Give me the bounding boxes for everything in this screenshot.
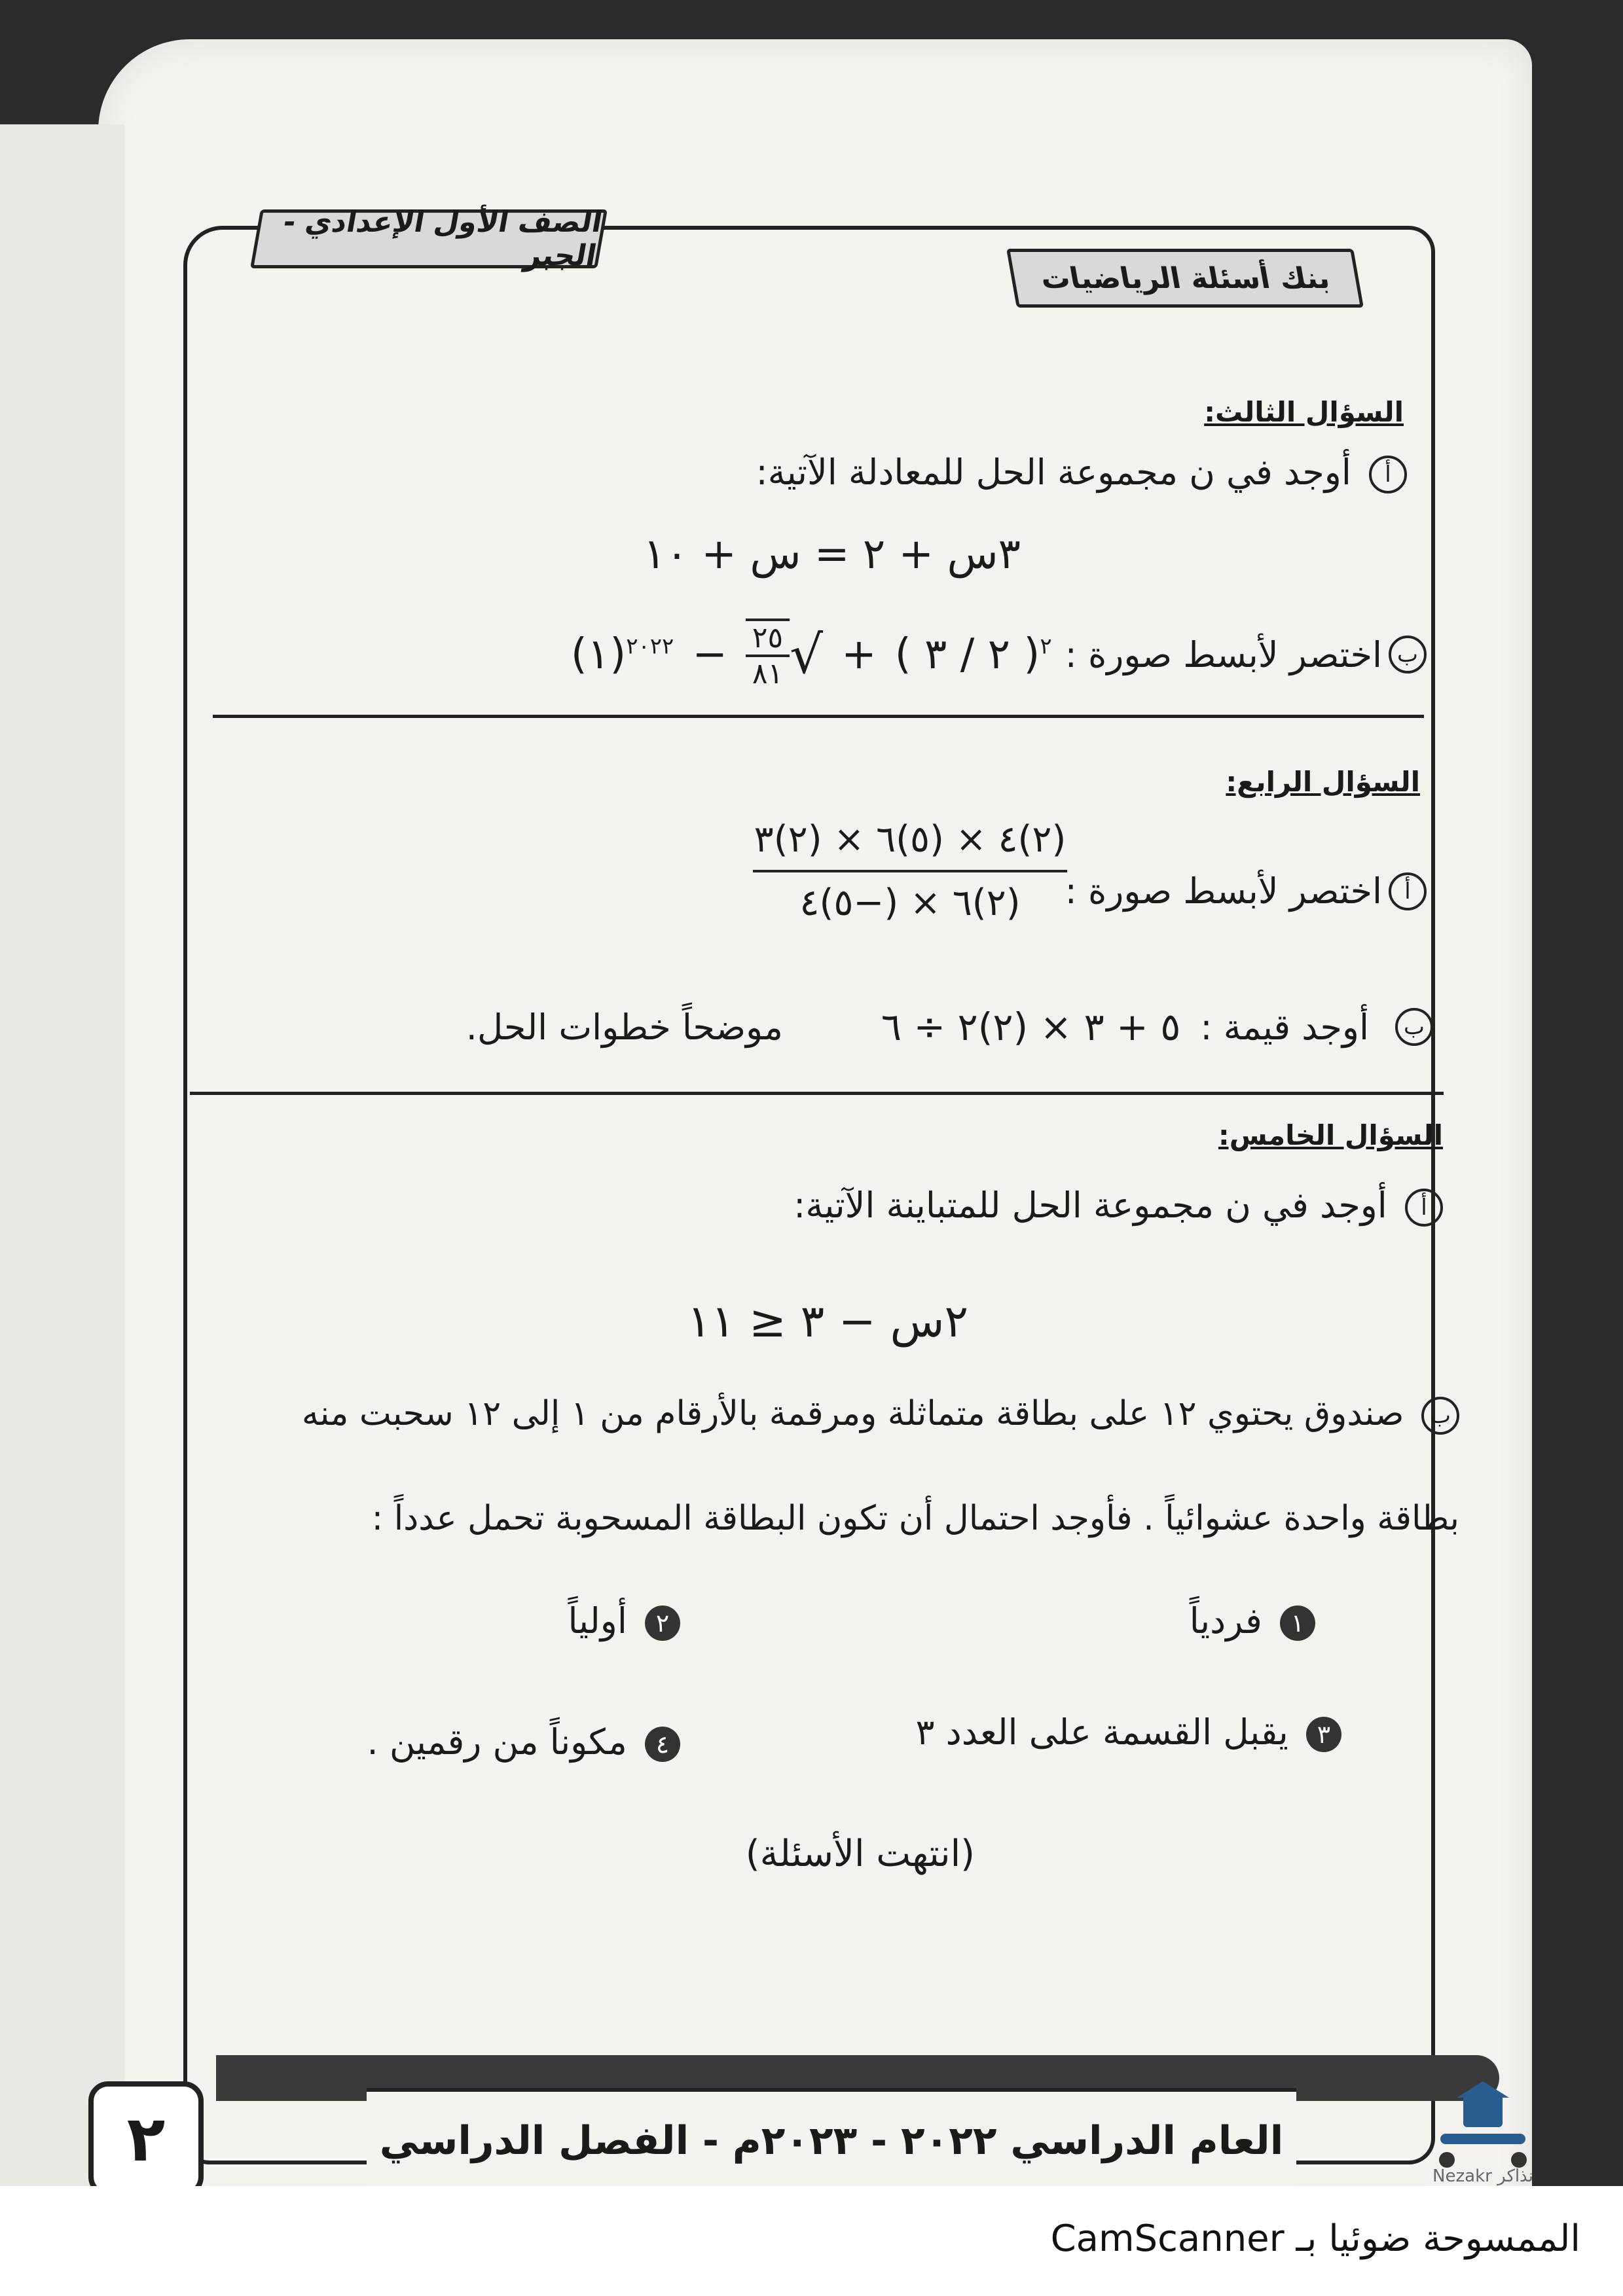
q3-heading: السؤال الثالث:	[1204, 396, 1404, 428]
divider-1	[213, 715, 1424, 718]
q5-option-3-badge: ٣	[1306, 1717, 1341, 1752]
q3-b-text: اختصر لأبسط صورة :	[1065, 634, 1382, 675]
q5-option-4-text: مكوناً من رقمين .	[367, 1721, 627, 1763]
q4-a-badge: أ	[1389, 872, 1427, 910]
q3-b-last-power: ٢٠٢٢	[626, 633, 674, 660]
q3-b-plus: +	[841, 630, 877, 679]
q3-b-badge: ب	[1389, 636, 1427, 673]
q3-b-first-term	[895, 630, 1052, 679]
q3-b-sqrt-den: ٨١	[752, 657, 784, 691]
nezakr-logo	[1427, 2081, 1539, 2186]
q3-b-sqrt-num: ٢٥	[746, 621, 790, 657]
q5-b-badge: ب	[1421, 1397, 1459, 1435]
q5-option-2	[568, 1600, 680, 1641]
footer-school-year: العام الدراسي ٢٠٢٢ - ٢٠٢٣م - الفصل الدراسي	[367, 2088, 1296, 2190]
q5-option-1	[1190, 1600, 1315, 1641]
q3-b-sqrt-fraction	[746, 619, 790, 691]
divider-2	[190, 1092, 1444, 1095]
q4-a-line	[1052, 870, 1427, 912]
header-bank-text: بنك أسئلة الرياضيات	[1038, 261, 1332, 295]
left-page-edge	[0, 124, 124, 2219]
q5-option-1-text: فردياً	[1189, 1600, 1262, 1641]
header-tab-bank	[1006, 249, 1364, 308]
q3-a-equation: ٣س + ٢ = س + ١٠	[643, 530, 1021, 579]
q5-option-1-badge: ١	[1280, 1605, 1315, 1641]
q3-b-minus: −	[692, 630, 727, 679]
q5-a-line	[793, 1185, 1443, 1227]
q4-b-line	[466, 1005, 1433, 1049]
q5-option-2-text: أولياً	[568, 1600, 627, 1641]
q3-b-last-term	[571, 630, 674, 679]
q3-a-text: أوجد في ن مجموعة الحل للمعادلة الآتية:	[756, 452, 1351, 493]
q4-a-text: اختصر لأبسط صورة :	[1065, 870, 1382, 912]
q5-b-line1-text: صندوق يحتوي ١٢ على بطاقة متماثلة ومرقمة بالأرقام من ١ إلى ١٢ سحبت منه	[301, 1394, 1404, 1433]
q5-a-text: أوجد في ن مجموعة الحل للمتباينة الآتية:	[793, 1185, 1387, 1226]
q3-b-last-base: (١)	[570, 630, 627, 679]
q5-option-2-badge: ٢	[645, 1605, 680, 1641]
sqrt-icon: √	[790, 624, 824, 685]
q5-heading: السؤال الخامس:	[1218, 1119, 1443, 1151]
end-of-questions: (انتهت الأسئلة)	[745, 1833, 975, 1875]
camscanner-label: الممسوحة ضوئيا بـ CamScanner	[1050, 2217, 1580, 2260]
q3-a-badge: أ	[1369, 456, 1407, 493]
header-grade-text: الصف الأول الإعدادي - الجبر	[280, 206, 605, 272]
logo-text: Nezakr نذاكر	[1432, 2166, 1533, 2186]
q3-b-first-base: ( ٢ / ٣ )	[894, 630, 1040, 679]
q3-b-expression	[571, 619, 1052, 691]
q5-option-3-text: يقبل القسمة على العدد ٣	[915, 1712, 1288, 1753]
q3-a-line	[756, 452, 1408, 493]
q5-a-inequality: ٢س − ٣ ≤ ١١	[687, 1296, 968, 1348]
header-tab-grade	[250, 206, 608, 272]
q4-b-text: أوجد قيمة :	[1200, 1006, 1369, 1048]
q3-b-first-power: ٢	[1040, 633, 1052, 660]
q5-b-line2: بطاقة واحدة عشوائياً . فأوجد احتمال أن تكون البطاقة المسحوبة تحمل عدداً :	[371, 1499, 1459, 1538]
q5-b-line1	[302, 1394, 1459, 1435]
q4-a-fraction	[753, 818, 1067, 924]
q5-option-4-badge: ٤	[645, 1727, 680, 1762]
q4-heading: السؤال الرابع:	[1226, 766, 1420, 798]
q4-a-numerator: (٢)٤ × (٥)٦ × (٢)٣	[753, 818, 1067, 872]
q5-a-badge: أ	[1405, 1189, 1443, 1227]
q4-b-badge: ب	[1395, 1008, 1433, 1046]
page-number: ٢	[88, 2081, 204, 2197]
q4-a-denominator: (٢)٦ × (−٥)٤	[799, 882, 1021, 924]
q3-b-sqrt	[746, 619, 823, 691]
q5-option-4	[367, 1721, 681, 1763]
q3-b-line	[571, 619, 1427, 691]
q4-b-expression: ٥ + ٣ × (٢)٢ ÷ ٦	[881, 1005, 1181, 1049]
q5-option-3	[915, 1712, 1341, 1753]
q4-b-tail: موضحاً خطوات الحل.	[465, 1006, 783, 1048]
